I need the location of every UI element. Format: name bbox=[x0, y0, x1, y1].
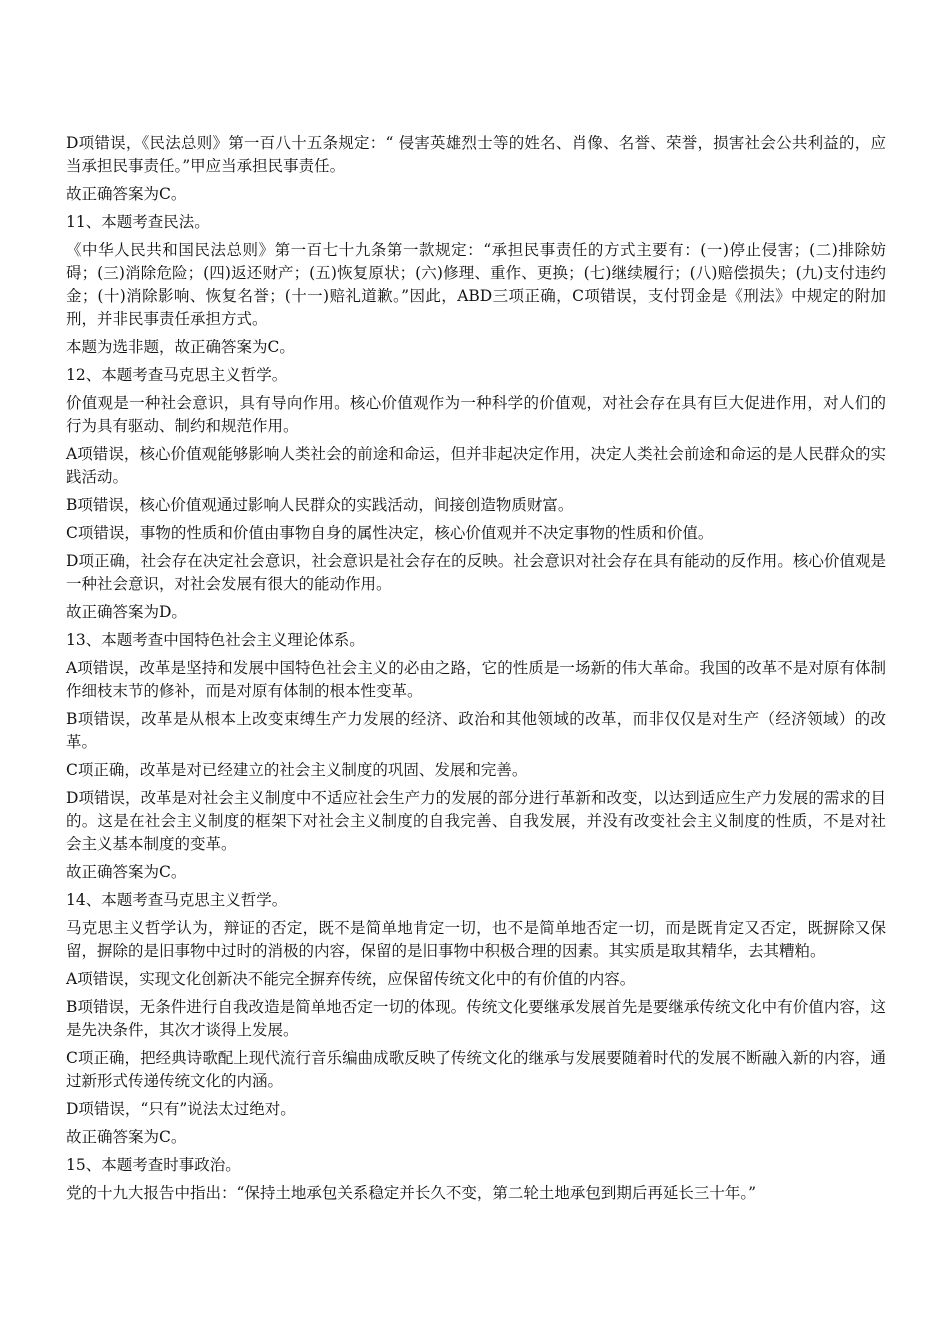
paragraph-14d: D项错误，“只有”说法太过绝对。 bbox=[66, 1100, 296, 1118]
question-12-heading: 12、本题考查马克思主义哲学。 bbox=[66, 366, 288, 384]
paragraph-14b: B项错误，无条件进行自我改造是简单地否定一切的体现。传统文化要继承发展首先是要继承传统文化中有价值内容，这是先决条件，其次才谈得上发展。 bbox=[66, 998, 886, 1039]
paragraph-13a: A项错误，改革是坚持和发展中国特色社会主义的必由之路，它的性质是一场新的伟大革命。我国的改革不是对原有体制作细枝末节的修补，而是对原有体制的根本性变革。 bbox=[66, 659, 886, 700]
paragraph-13d: D项错误，改革是对社会主义制度中不适应社会生产力的发展的部分进行革新和改变，以达到适应生产力发展的需求的目的。这是在社会主义制度的框架下对社会主义制度的自我完善、自我发展，并没有改变社会主义制度的性质，不是对社会主义基本制度的变革。 bbox=[66, 789, 886, 853]
paragraph-13b: B项错误，改革是从根本上改变束缚生产力发展的经济、政治和其他领域的改革，而非仅仅是对生产（经济领域）的改革。 bbox=[66, 710, 886, 751]
paragraph-11-explanation: 《中华人民共和国民法总则》第一百七十九条第一款规定：“承担民事责任的方式主要有：(一)停止侵害；(二)排除妨碍；(三)消除危险；(四)返还财产；(五)恢复原状；(六)修理、重作、更换；(七)继续履行；(八)赔偿损失；(九)支付违约金；(十)消除影响、恢复名誉；(十一)赔礼道歉。”因此，ABD三项正确，C项错误，支付罚金是《刑法》中规定的附加刑，并非民事责任承担方式。 bbox=[66, 241, 886, 328]
question-13-heading: 13、本题考查中国特色社会主义理论体系。 bbox=[66, 631, 365, 649]
paragraph-13c: C项正确，改革是对已经建立的社会主义制度的巩固、发展和完善。 bbox=[66, 761, 528, 779]
answer-11: 本题为选非题，故正确答案为C。 bbox=[66, 338, 295, 356]
paragraph-10d-explanation: D项错误，《民法总则》第一百八十五条规定：“ 侵害英雄烈士等的姓名、肖像、名誉、荣誉，损害社会公共利益的，应当承担民事责任。”甲应当承担民事责任。 bbox=[66, 134, 886, 175]
paragraph-12d: D项正确，社会存在决定社会意识，社会意识是社会存在的反映。社会意识对社会存在具有能动的反作用。核心价值观是一种社会意识，对社会发展有很大的能动作用。 bbox=[66, 552, 886, 593]
question-15-heading: 15、本题考查时事政治。 bbox=[66, 1156, 241, 1174]
question-14-heading: 14、本题考查马克思主义哲学。 bbox=[66, 891, 288, 909]
answer-14: 故正确答案为C。 bbox=[66, 1128, 187, 1146]
paragraph-14c: C项正确，把经典诗歌配上现代流行音乐编曲成歌反映了传统文化的继承与发展要随着时代的发展不断融入新的内容，通过新形式传递传统文化的内涵。 bbox=[66, 1049, 886, 1090]
paragraph-14-intro: 马克思主义哲学认为，辩证的否定，既不是简单地肯定一切，也不是简单地否定一切，而是既肯定又否定，既摒除又保留，摒除的是旧事物中过时的消极的内容，保留的是旧事物中积极合理的因素。其实质是取其精华，去其糟粕。 bbox=[66, 919, 886, 960]
answer-13: 故正确答案为C。 bbox=[66, 863, 187, 881]
answer-10: 故正确答案为C。 bbox=[66, 185, 187, 203]
paragraph-12b: B项错误，核心价值观通过影响人民群众的实践活动，间接创造物质财富。 bbox=[66, 496, 574, 514]
paragraph-14a: A项错误，实现文化创新决不能完全摒弃传统，应保留传统文化中的有价值的内容。 bbox=[66, 970, 636, 988]
question-11-heading: 11、本题考查民法。 bbox=[66, 213, 210, 231]
paragraph-12c: C项错误，事物的性质和价值由事物自身的属性决定，核心价值观并不决定事物的性质和价值。 bbox=[66, 524, 714, 542]
paragraph-12a: A项错误，核心价值观能够影响人类社会的前途和命运，但并非起决定作用，决定人类社会前途和命运的是人民群众的实践活动。 bbox=[66, 445, 886, 486]
paragraph-15-intro: 党的十九大报告中指出：“保持土地承包关系稳定并长久不变，第二轮土地承包到期后再延长三十年。” bbox=[66, 1184, 757, 1202]
paragraph-12-intro: 价值观是一种社会意识，具有导向作用。核心价值观作为一种科学的价值观，对社会存在具有巨大促进作用，对人们的行为具有驱动、制约和规范作用。 bbox=[66, 394, 886, 435]
answer-12: 故正确答案为D。 bbox=[66, 603, 187, 621]
document-page bbox=[66, 132, 886, 1210]
